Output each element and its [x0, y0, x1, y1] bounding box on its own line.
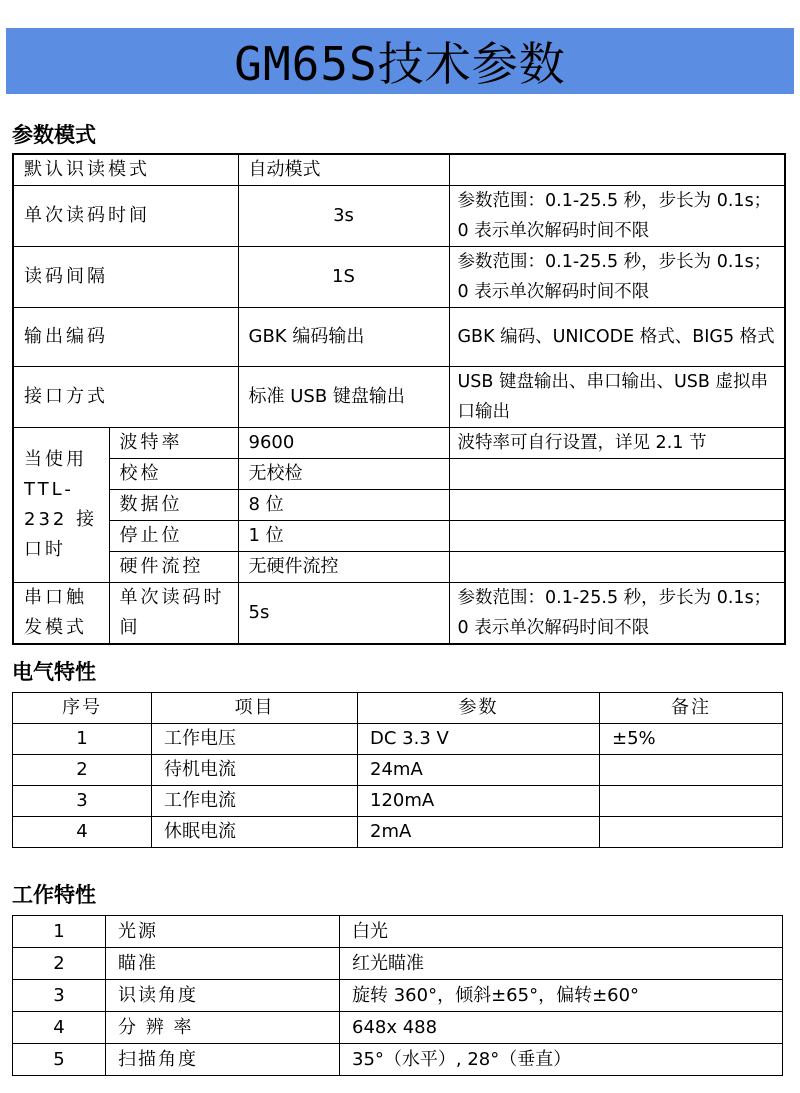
- table-row: [13, 367, 785, 428]
- row-number: 1: [13, 916, 106, 948]
- table-row: [13, 459, 785, 490]
- row-item: 休眠电流: [152, 817, 358, 848]
- param-sublabel: 硬件流控: [109, 552, 238, 583]
- param-sublabel: 数据位: [109, 490, 238, 521]
- row-note: [600, 786, 783, 817]
- param-value: 5s: [238, 583, 449, 645]
- param-value: 1S: [238, 247, 449, 308]
- table-row: [13, 755, 783, 786]
- param-label: 读码间隔: [13, 247, 238, 308]
- param-value: 自动模式: [238, 154, 449, 186]
- row-note: [600, 817, 783, 848]
- row-number: 2: [13, 948, 106, 980]
- page-title: GM65S技术参数: [234, 37, 566, 91]
- param-value: 无硬件流控: [238, 552, 449, 583]
- param-note: 参数范围：0.1-25.5 秒，步长为 0.1s；0 表示单次解码时间不限: [449, 583, 785, 645]
- param-note: [449, 459, 785, 490]
- param-value: 8 位: [238, 490, 449, 521]
- row-note: ±5%: [600, 724, 783, 755]
- column-header: 备注: [600, 693, 783, 724]
- row-param: DC 3.3 V: [358, 724, 600, 755]
- table-row: [13, 786, 783, 817]
- row-item: 待机电流: [152, 755, 358, 786]
- param-note: USB 键盘输出、串口输出、USB 虚拟串口输出: [449, 367, 785, 428]
- params-table: [12, 153, 786, 645]
- table-row: [13, 916, 783, 948]
- table-row: [13, 247, 785, 308]
- row-param: 24mA: [358, 755, 600, 786]
- param-value: 无校检: [238, 459, 449, 490]
- table-row: [13, 186, 785, 247]
- row-param: 2mA: [358, 817, 600, 848]
- table-row: [13, 308, 785, 367]
- param-note: 参数范围：0.1-25.5 秒，步长为 0.1s；0 表示单次解码时间不限: [449, 186, 785, 247]
- param-sublabel: 单次读码时间: [109, 583, 238, 645]
- row-number: 5: [13, 1044, 106, 1076]
- table-row: [13, 521, 785, 552]
- param-note: GBK 编码、UNICODE 格式、BIG5 格式: [449, 308, 785, 367]
- param-note: [449, 521, 785, 552]
- row-item: 工作电流: [152, 786, 358, 817]
- table-row: [13, 724, 783, 755]
- table-row: [13, 980, 783, 1012]
- table-row: [13, 948, 783, 980]
- ttl-group-label: 当使用 TTL-232 接口时: [13, 428, 109, 583]
- row-value: 红光瞄准: [340, 948, 783, 980]
- param-note: 波特率可自行设置，详见 2.1 节: [449, 428, 785, 459]
- table-header-row: [13, 693, 783, 724]
- row-value: 35°（水平）, 28°（垂直）: [340, 1044, 783, 1076]
- row-param: 120mA: [358, 786, 600, 817]
- row-value: 648x 488: [340, 1012, 783, 1044]
- electrical-table: [12, 692, 783, 848]
- param-value: 标准 USB 键盘输出: [238, 367, 449, 428]
- title-banner: [6, 28, 794, 94]
- param-note: [449, 490, 785, 521]
- param-value: 1 位: [238, 521, 449, 552]
- row-item: 工作电压: [152, 724, 358, 755]
- param-label: 默认识读模式: [13, 154, 238, 186]
- table-row: [13, 490, 785, 521]
- column-header: 参数: [358, 693, 600, 724]
- section-heading-working: 工作特性: [12, 883, 96, 907]
- param-label: 输出编码: [13, 308, 238, 367]
- param-sublabel: 波特率: [109, 428, 238, 459]
- row-number: 4: [13, 1012, 106, 1044]
- row-item: 光源: [106, 916, 340, 948]
- row-item: 扫描角度: [106, 1044, 340, 1076]
- working-table: [12, 915, 783, 1076]
- table-row: [13, 1044, 783, 1076]
- row-item: 分 辨 率: [106, 1012, 340, 1044]
- param-label: 接口方式: [13, 367, 238, 428]
- section-heading-params: 参数模式: [12, 123, 96, 147]
- row-value: 白光: [340, 916, 783, 948]
- row-number: 4: [13, 817, 152, 848]
- table-row: [13, 817, 783, 848]
- row-number: 3: [13, 980, 106, 1012]
- section-heading-electrical: 电气特性: [12, 660, 96, 684]
- table-row: [13, 1012, 783, 1044]
- table-row: [13, 552, 785, 583]
- param-note: [449, 552, 785, 583]
- param-label: 单次读码时间: [13, 186, 238, 247]
- table-row: [13, 583, 785, 645]
- table-row: [13, 154, 785, 186]
- param-value: 3s: [238, 186, 449, 247]
- row-number: 2: [13, 755, 152, 786]
- table-row: [13, 428, 785, 459]
- row-number: 1: [13, 724, 152, 755]
- row-value: 旋转 360°，倾斜±65°，偏转±60°: [340, 980, 783, 1012]
- param-value: GBK 编码输出: [238, 308, 449, 367]
- param-sublabel: 校检: [109, 459, 238, 490]
- row-item: 瞄准: [106, 948, 340, 980]
- param-note: [449, 154, 785, 186]
- param-note: 参数范围：0.1-25.5 秒，步长为 0.1s；0 表示单次解码时间不限: [449, 247, 785, 308]
- row-number: 3: [13, 786, 152, 817]
- param-sublabel: 停止位: [109, 521, 238, 552]
- column-header: 项目: [152, 693, 358, 724]
- param-value: 9600: [238, 428, 449, 459]
- row-note: [600, 755, 783, 786]
- row-item: 识读角度: [106, 980, 340, 1012]
- serial-trigger-label: 串口触发模式: [13, 583, 109, 645]
- column-header: 序号: [13, 693, 152, 724]
